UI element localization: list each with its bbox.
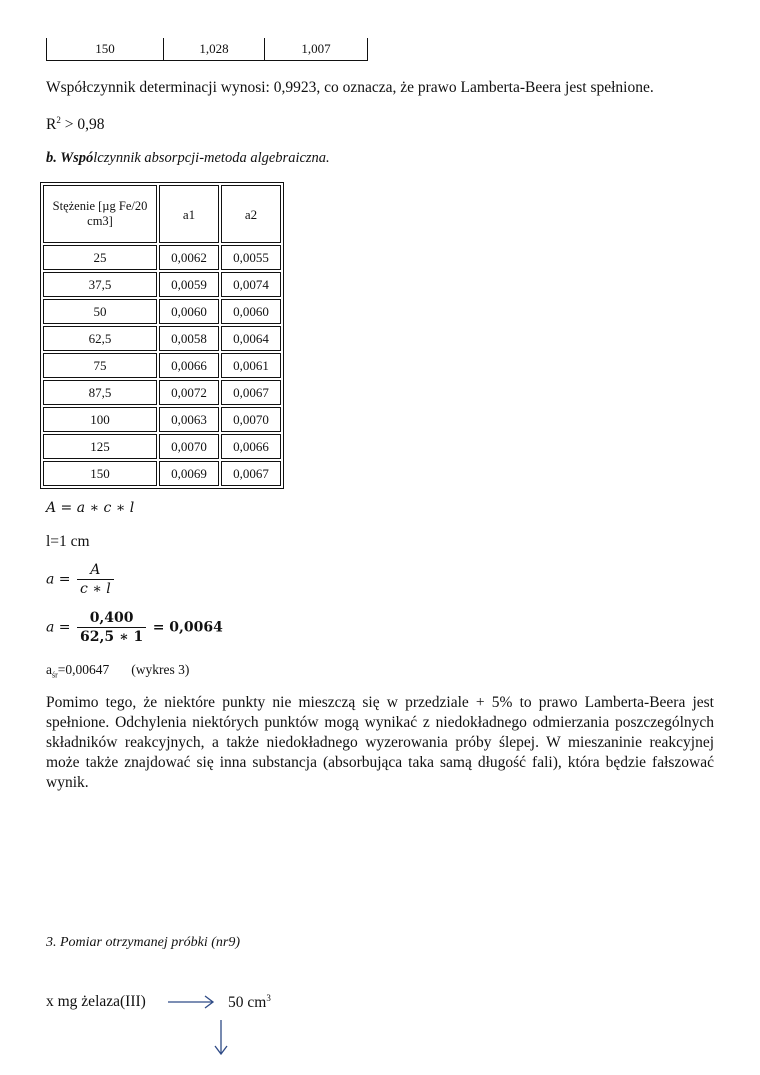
cell-a2: 0,0066	[221, 434, 281, 459]
table-row	[43, 380, 281, 405]
cell-a1: 0,0070	[159, 434, 219, 459]
fraction	[77, 610, 146, 645]
volume-exponent: 3	[266, 993, 271, 1003]
table-row	[43, 353, 281, 378]
cell-a1: 0,0059	[159, 272, 219, 297]
cell-concentration: 87,5	[43, 380, 157, 405]
heading-rest: lczynnik absorpcji-metoda algebraiczna.	[93, 150, 330, 166]
table-row	[43, 407, 281, 432]
cell-a2: 0,0067	[221, 461, 281, 486]
cell-concentration: 62,5	[43, 326, 157, 351]
cell-concentration: 150	[43, 461, 157, 486]
flow-source: x mg żelaza(III)	[46, 993, 146, 1010]
flow-arrow-down	[212, 1018, 230, 1058]
section-heading-3: 3. Pomiar otrzymanej próbki (nr9)	[46, 935, 241, 950]
table-row	[43, 245, 281, 270]
cell-a2: 0,0067	[221, 380, 281, 405]
formula-lhs: a =	[46, 619, 71, 636]
cell-a2: 0,0061	[221, 353, 281, 378]
cell-concentration: 37,5	[43, 272, 157, 297]
avg-value: =0,00647	[57, 662, 110, 677]
r-condition: > 0,98	[60, 116, 105, 134]
table-cell: 1,028	[164, 38, 265, 61]
heading-lead: b. Wsp	[46, 150, 87, 166]
fraction-denominator: c ∗ l	[79, 581, 111, 597]
cell-a1: 0,0060	[159, 299, 219, 324]
table-row	[43, 434, 281, 459]
cell-a2: 0,0070	[221, 407, 281, 432]
absorption-coefficient-table	[40, 182, 284, 489]
r-squared-text	[46, 115, 104, 134]
table-row	[43, 326, 281, 351]
formula-lhs: a =	[46, 571, 71, 588]
header-concentration: Stężenie [µg Fe/20 cm3]	[43, 185, 157, 243]
cell-concentration: 125	[43, 434, 157, 459]
avg-symbol: a	[46, 662, 52, 677]
previous-table-fragment	[46, 38, 368, 61]
coefficient-calculation	[46, 610, 223, 645]
table-row	[43, 299, 281, 324]
volume-value: 50 cm	[228, 994, 267, 1012]
section-heading-b	[46, 150, 330, 167]
average-coefficient	[46, 662, 189, 680]
beer-lambert-formula: A = a ∗ c ∗ l	[46, 500, 135, 516]
cell-concentration: 75	[43, 353, 157, 378]
cell-concentration: 25	[43, 245, 157, 270]
header-a2: a2	[221, 185, 281, 243]
fraction	[77, 562, 114, 597]
cell-a2: 0,0055	[221, 245, 281, 270]
cell-concentration: 50	[43, 299, 157, 324]
cell-a1: 0,0058	[159, 326, 219, 351]
calculation-result: = 0,0064	[152, 619, 223, 636]
cell-a1: 0,0063	[159, 407, 219, 432]
table-row	[43, 461, 281, 486]
avg-subscript: śr	[52, 670, 58, 680]
determination-text: Współczynnik determinacji wynosi: 0,9923, co oznacza, że prawo Lamberta-Beera jest spełnione.	[46, 79, 654, 96]
path-length-text: l=1 cm	[46, 533, 90, 550]
cell-a1: 0,0069	[159, 461, 219, 486]
table-row	[43, 272, 281, 297]
fraction-numerator: 0,400	[77, 610, 146, 628]
table-row	[47, 38, 368, 61]
cell-a1: 0,0066	[159, 353, 219, 378]
cell-a2: 0,0060	[221, 299, 281, 324]
cell-a1: 0,0072	[159, 380, 219, 405]
flow-target	[228, 993, 271, 1012]
coefficient-formula	[46, 562, 116, 597]
table-header-row	[43, 185, 281, 243]
conclusion-paragraph: Pomimo tego, że niektóre punkty nie mieszczą się w przedziale + 5% to prawo Lamberta-Beera jest spełnione. Odchylenia niektórych punktów mogą wynikać z niedokładnego odmierzania poszczególnych składników reakcyjnych, a także niedokładnego wyzerowania próby ślepej. W mieszaninie reakcyjnej może także znajdować się inna substancja (absorbująca taka samą długość fali), która będzie fałszować wynik.	[46, 694, 714, 791]
fraction-numerator: A	[77, 562, 114, 580]
cell-a1: 0,0062	[159, 245, 219, 270]
fraction-denominator: 62,5 ∗ 1	[79, 629, 144, 645]
avg-note: (wykres 3)	[131, 662, 190, 677]
header-a1: a1	[159, 185, 219, 243]
cell-a2: 0,0064	[221, 326, 281, 351]
r-exponent: 2	[56, 115, 61, 125]
flow-arrow-right	[166, 994, 218, 1010]
table-cell: 1,007	[265, 38, 368, 61]
cell-concentration: 100	[43, 407, 157, 432]
r-symbol: R	[46, 116, 57, 134]
cell-a2: 0,0074	[221, 272, 281, 297]
table-cell: 150	[47, 38, 164, 61]
heading-bold-part: ó	[86, 150, 94, 166]
